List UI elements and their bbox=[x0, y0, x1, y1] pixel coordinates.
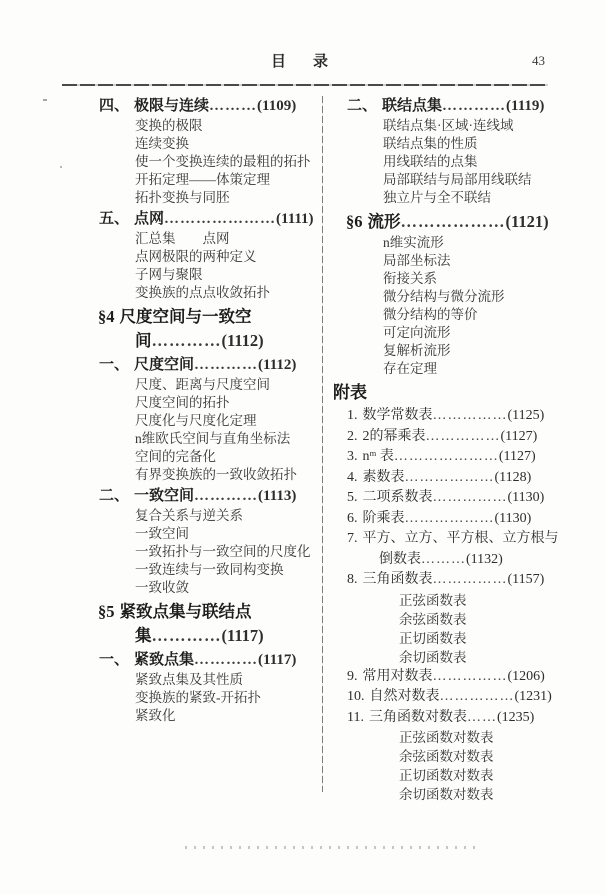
toc-entry bbox=[85, 376, 321, 394]
entry-leader: ………… bbox=[442, 98, 507, 114]
entry-leader: ……………… bbox=[400, 212, 506, 231]
entry-label: 正弦函数表 bbox=[399, 592, 467, 608]
toc-entry bbox=[333, 135, 565, 153]
page-title: 目 录 bbox=[270, 54, 335, 70]
toc-entry bbox=[333, 648, 565, 667]
entry-label: 附表 bbox=[333, 383, 367, 402]
entry-leader: ………………… bbox=[393, 449, 499, 464]
entry-label: 变换的极限 bbox=[135, 118, 203, 133]
entry-marker: 二、 bbox=[347, 98, 378, 114]
toc-entry bbox=[85, 266, 321, 284]
entry-leader: …………… bbox=[432, 408, 508, 423]
entry-label: 正弦函数对数表 bbox=[399, 730, 494, 745]
toc-entry bbox=[333, 360, 565, 378]
entry-label: 尺度空间与一致空间 bbox=[119, 307, 252, 350]
entry-page: (1128) bbox=[494, 469, 532, 485]
entry-leader: ………………… bbox=[164, 211, 277, 227]
toc-entry bbox=[333, 488, 565, 509]
entry-leader: …………… bbox=[432, 572, 508, 587]
toc-entry bbox=[333, 509, 565, 530]
toc-entry bbox=[85, 543, 321, 561]
entry-label: 余切函数表 bbox=[399, 649, 467, 665]
entry-label: 尺度、距离与尺度空间 bbox=[135, 377, 270, 392]
toc-entry bbox=[333, 324, 565, 342]
toc-entry bbox=[333, 96, 565, 117]
entry-leader: ………… bbox=[151, 626, 222, 645]
scan-noise-artifact bbox=[185, 846, 475, 849]
entry-label: n维欧氏空间与直角坐标法 bbox=[135, 431, 291, 446]
entry-page: (1117) bbox=[258, 652, 297, 668]
entry-page: (1112) bbox=[221, 331, 264, 350]
toc-entry bbox=[333, 406, 565, 427]
entry-leader: ………… bbox=[194, 488, 259, 504]
entry-label: 余弦函数表 bbox=[399, 611, 467, 627]
entry-label: 紧致化 bbox=[135, 708, 176, 723]
toc-entry bbox=[333, 306, 565, 324]
toc-entry bbox=[85, 412, 321, 430]
appendix-heading bbox=[333, 380, 565, 406]
toc-entry bbox=[333, 687, 565, 708]
entry-label: 空间的完备化 bbox=[135, 449, 216, 464]
scan-speck bbox=[43, 99, 47, 101]
entry-label: 三角函数对数表 bbox=[368, 709, 467, 725]
entry-page: (1132) bbox=[466, 551, 503, 567]
toc-entry bbox=[333, 210, 565, 234]
toc-entry bbox=[85, 650, 321, 671]
toc-entry bbox=[85, 579, 321, 597]
entry-marker: 四、 bbox=[99, 98, 130, 114]
toc-entry bbox=[333, 288, 565, 306]
toc-entry bbox=[85, 707, 321, 725]
toc-entry bbox=[333, 447, 565, 468]
entry-marker: §5 bbox=[98, 602, 115, 621]
entry-label: 变换族的点点收敛拓扑 bbox=[135, 285, 270, 300]
entry-label: 紧致点集及其性质 bbox=[135, 672, 243, 687]
entry-page: (1109) bbox=[257, 98, 297, 114]
toc-entry bbox=[85, 689, 321, 707]
entry-leader: ……… bbox=[421, 551, 466, 567]
entry-label: 平方、立方、平方根、立方根与倒数表 bbox=[362, 531, 559, 567]
entry-label: 联结点集的性质 bbox=[383, 136, 478, 151]
entry-marker: 6. bbox=[347, 510, 358, 526]
entry-label: 连续变换 bbox=[135, 136, 189, 151]
entry-marker: §6 bbox=[346, 212, 363, 231]
toc-entry bbox=[85, 507, 321, 525]
entry-label: 正切函数表 bbox=[399, 630, 467, 646]
entry-marker: 11. bbox=[347, 709, 364, 725]
entry-label: 联结点集·区域·连线域 bbox=[383, 118, 514, 133]
toc-entry bbox=[333, 610, 565, 629]
entry-leader: …………… bbox=[432, 668, 508, 684]
entry-page: (1113) bbox=[258, 488, 297, 504]
toc-entry bbox=[333, 117, 565, 135]
entry-label: 一致空间 bbox=[135, 526, 189, 541]
entry-label: 正切函数对数表 bbox=[399, 768, 494, 783]
toc-entry bbox=[333, 629, 565, 648]
entry-page: (1157) bbox=[507, 572, 545, 587]
toc-entry bbox=[333, 270, 565, 288]
toc-entry bbox=[333, 667, 565, 688]
entry-leader: ……………… bbox=[404, 469, 495, 485]
entry-page: (1125) bbox=[507, 408, 545, 423]
toc-entry bbox=[85, 209, 321, 230]
entry-label: nᵐ 表 bbox=[362, 449, 394, 464]
entry-marker: 7. bbox=[347, 531, 358, 546]
entry-label: 余弦函数对数表 bbox=[399, 749, 494, 764]
entry-leader: ……………… bbox=[404, 510, 495, 526]
entry-marker: 10. bbox=[347, 689, 365, 704]
toc-entry bbox=[85, 448, 321, 466]
entry-label: 三角函数表 bbox=[362, 572, 433, 587]
entry-marker: 5. bbox=[347, 490, 358, 505]
entry-page: (1231) bbox=[514, 689, 552, 704]
entry-leader: …………… bbox=[432, 490, 508, 505]
toc-entry bbox=[333, 570, 565, 591]
entry-page: (1119) bbox=[506, 98, 545, 114]
entry-label: 可定向流形 bbox=[383, 325, 451, 340]
entry-page: (1117) bbox=[221, 626, 264, 645]
entry-label: 有界变换族的一致收敛拓扑 bbox=[135, 467, 297, 482]
toc-entry bbox=[85, 153, 321, 171]
entry-label: 一致拓扑与一致空间的尺度化 bbox=[135, 544, 311, 559]
toc-entry bbox=[85, 305, 321, 353]
entry-label: 点网 bbox=[134, 211, 165, 227]
entry-leader: ………… bbox=[194, 652, 259, 668]
entry-label: n维实流形 bbox=[383, 235, 444, 250]
entry-marker: 3. bbox=[347, 449, 358, 464]
entry-label: 联结点集 bbox=[382, 98, 443, 114]
toc-entry bbox=[85, 466, 321, 484]
toc-entry bbox=[85, 96, 321, 117]
toc-entry bbox=[333, 153, 565, 171]
toc-entry bbox=[333, 728, 565, 747]
toc-columns bbox=[85, 94, 565, 802]
entry-marker: 8. bbox=[347, 572, 358, 587]
entry-label: 开拓定理——体策定理 bbox=[135, 172, 270, 187]
entry-label: 流形 bbox=[367, 212, 401, 231]
entry-label: 衔接关系 bbox=[383, 271, 437, 286]
entry-marker: 4. bbox=[347, 469, 358, 485]
entry-marker: §4 bbox=[98, 307, 115, 326]
entry-label: 紧致点集与联结点集 bbox=[119, 602, 252, 645]
toc-entry bbox=[85, 561, 321, 579]
entry-marker: 9. bbox=[347, 668, 358, 684]
toc-entry bbox=[333, 171, 565, 189]
entry-label: 二项系数表 bbox=[362, 490, 433, 505]
toc-entry bbox=[333, 591, 565, 610]
entry-label: 汇总集 点网 bbox=[135, 231, 230, 246]
entry-page: (1206) bbox=[507, 668, 545, 684]
toc-entry bbox=[85, 230, 321, 248]
entry-label: 点网极限的两种定义 bbox=[135, 249, 257, 264]
toc-entry bbox=[85, 171, 321, 189]
toc-entry bbox=[85, 248, 321, 266]
entry-label: 一致收敛 bbox=[135, 580, 189, 595]
toc-entry bbox=[333, 529, 565, 570]
entry-marker: 1. bbox=[347, 408, 358, 423]
entry-label: 2的幂乘表 bbox=[362, 428, 426, 444]
entry-label: 自然对数表 bbox=[369, 689, 440, 704]
toc-entry bbox=[333, 766, 565, 785]
toc-column-left bbox=[85, 94, 321, 794]
entry-leader: ………… bbox=[194, 357, 259, 373]
toc-entry bbox=[333, 747, 565, 766]
toc-entry bbox=[85, 430, 321, 448]
entry-label: 复解析流形 bbox=[383, 343, 451, 358]
toc-entry bbox=[85, 135, 321, 153]
toc-entry bbox=[333, 708, 565, 729]
toc-entry bbox=[333, 189, 565, 207]
page-number: 43 bbox=[532, 53, 545, 68]
entry-label: 尺度空间 bbox=[134, 357, 195, 373]
entry-label: 一致空间 bbox=[134, 488, 195, 504]
entry-leader: …………… bbox=[439, 689, 515, 704]
toc-entry bbox=[333, 427, 565, 448]
scan-speck bbox=[60, 166, 62, 168]
entry-label: 阶乘表 bbox=[362, 510, 405, 526]
toc-entry bbox=[85, 671, 321, 689]
toc-entry bbox=[85, 525, 321, 543]
entry-marker: 一、 bbox=[99, 357, 130, 373]
entry-label: 常用对数表 bbox=[362, 668, 433, 684]
toc-entry bbox=[85, 600, 321, 648]
toc-entry bbox=[85, 189, 321, 207]
entry-label: 存在定理 bbox=[383, 361, 437, 376]
entry-marker: 2. bbox=[347, 428, 358, 444]
entry-label: 尺度空间的拓扑 bbox=[135, 395, 230, 410]
entry-label: 素数表 bbox=[362, 469, 405, 485]
entry-page: (1111) bbox=[276, 211, 314, 227]
entry-leader: ………… bbox=[151, 331, 222, 350]
entry-leader: …………… bbox=[425, 428, 501, 444]
entry-label: 微分结构的等价 bbox=[383, 307, 478, 322]
entry-label: 局部坐标法 bbox=[383, 253, 451, 268]
entry-label: 用线联结的点集 bbox=[383, 154, 478, 169]
header-rule bbox=[62, 84, 548, 86]
entry-label: 拓扑变换与同胚 bbox=[135, 190, 230, 205]
entry-leader: ……… bbox=[209, 98, 258, 114]
entry-label: 变换族的紧致-开拓扑 bbox=[135, 690, 261, 705]
entry-page: (1127) bbox=[500, 428, 538, 444]
entry-label: 使一个变换连续的最粗的拓扑 bbox=[135, 154, 311, 169]
toc-entry bbox=[85, 355, 321, 376]
entry-label: 余切函数对数表 bbox=[399, 787, 494, 802]
entry-label: 一致连续与一致同构变换 bbox=[135, 562, 284, 577]
entry-marker: 二、 bbox=[99, 488, 130, 504]
entry-page: (1235) bbox=[496, 709, 535, 725]
entry-page: (1112) bbox=[258, 357, 297, 373]
entry-label: 紧致点集 bbox=[134, 652, 195, 668]
entry-label: 尺度化与尺度化定理 bbox=[135, 413, 257, 428]
entry-page: (1130) bbox=[507, 490, 545, 505]
toc-entry bbox=[85, 284, 321, 302]
entry-label: 子网与聚限 bbox=[135, 267, 203, 282]
toc-entry bbox=[333, 234, 565, 252]
entry-leader: …… bbox=[466, 709, 497, 725]
entry-label: 独立片与全不联结 bbox=[383, 190, 491, 205]
toc-entry bbox=[85, 394, 321, 412]
toc-entry bbox=[85, 117, 321, 135]
entry-page: (1130) bbox=[494, 510, 532, 526]
entry-label: 数学常数表 bbox=[362, 408, 433, 423]
entry-label: 复合关系与逆关系 bbox=[135, 508, 243, 523]
toc-entry bbox=[333, 785, 565, 804]
entry-label: 极限与连续 bbox=[134, 98, 210, 114]
toc-entry bbox=[333, 342, 565, 360]
entry-label: 微分结构与微分流形 bbox=[383, 289, 505, 304]
entry-page: (1121) bbox=[505, 212, 549, 231]
toc-column-right bbox=[323, 94, 565, 802]
entry-marker: 五、 bbox=[99, 211, 130, 227]
toc-entry bbox=[85, 486, 321, 507]
toc-entry bbox=[333, 252, 565, 270]
entry-marker: 一、 bbox=[99, 652, 130, 668]
entry-page: (1127) bbox=[498, 449, 536, 464]
toc-entry bbox=[333, 468, 565, 489]
entry-label: 局部联结与局部用线联结 bbox=[383, 172, 532, 187]
